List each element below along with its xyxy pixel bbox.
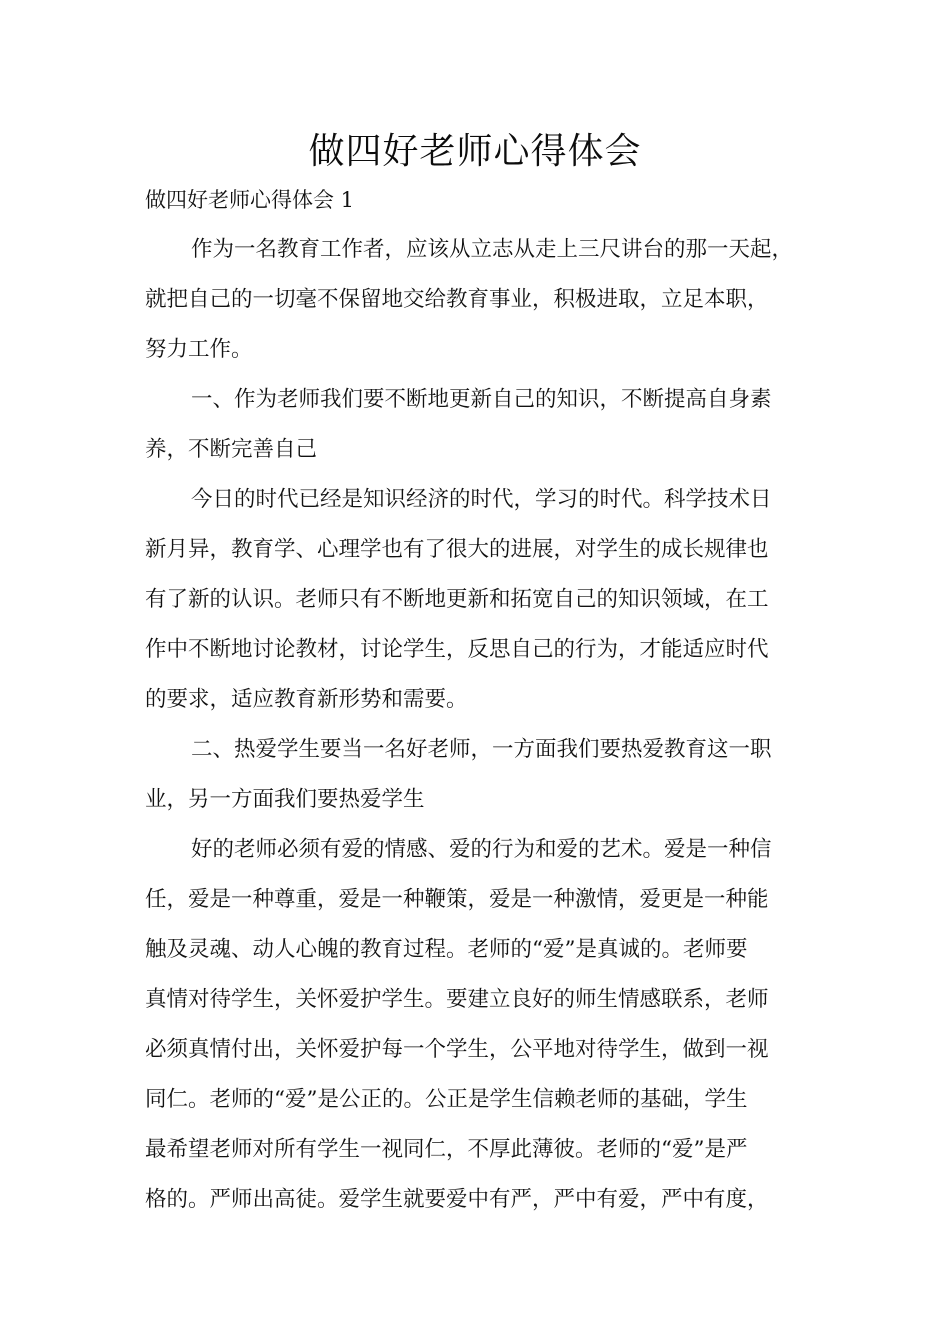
text-line: 业，另一方面我们要热爱学生 xyxy=(145,787,425,812)
text-line: 同仁。老师的“爱”是公正的。公正是学生信赖老师的基础，学生 xyxy=(145,1087,748,1112)
text-line: 今日的时代已经是知识经济的时代，学习的时代。科学技术日 xyxy=(191,487,772,512)
text-line: 最希望老师对所有学生一视同仁，不厚此薄彼。老师的“爱”是严 xyxy=(145,1137,748,1162)
text-line: 就把自己的一切毫不保留地交给教育事业，积极进取，立足本职， xyxy=(145,287,769,312)
text-line: 养，不断完善自己 xyxy=(145,437,318,462)
text-line: 的要求，适应教育新形势和需要。 xyxy=(145,687,468,712)
text-line: 任，爱是一种尊重，爱是一种鞭策，爱是一种激情，爱更是一种能 xyxy=(145,887,769,912)
text-line: 二、热爱学生要当一名好老师，一方面我们要热爱教育这一职 xyxy=(191,737,772,762)
text-line: 格的。严师出高徒。爱学生就要爱中有严，严中有爱，严中有度， xyxy=(145,1187,769,1212)
text-line: 触及灵魂、动人心魄的教育过程。老师的“爱”是真诚的。老师要 xyxy=(145,937,748,962)
document-title: 做四好老师心得体会 xyxy=(308,131,642,172)
text-line: 新月异，教育学、心理学也有了很大的进展，对学生的成长规律也 xyxy=(145,537,769,562)
text-line: 有了新的认识。老师只有不断地更新和拓宽自己的知识领域，在工 xyxy=(145,587,769,612)
text-line: 真情对待学生，关怀爱护学生。要建立良好的师生情感联系，老师 xyxy=(145,987,769,1012)
text-line: 必须真情付出，关怀爱护每一个学生，公平地对待学生，做到一视 xyxy=(145,1037,769,1062)
text-line: 一、作为老师我们要不断地更新自己的知识，不断提高自身素 xyxy=(191,387,772,412)
document-subtitle: 做四好老师心得体会 1 xyxy=(145,188,355,212)
text-line: 好的老师必须有爱的情感、爱的行为和爱的艺术。爱是一种信 xyxy=(191,837,772,862)
text-line: 作为一名教育工作者，应该从立志从走上三尺讲台的那一天起， xyxy=(191,237,794,262)
text-line: 努力工作。 xyxy=(145,337,253,362)
text-line: 作中不断地讨论教材，讨论学生，反思自己的行为，才能适应时代 xyxy=(145,637,769,662)
